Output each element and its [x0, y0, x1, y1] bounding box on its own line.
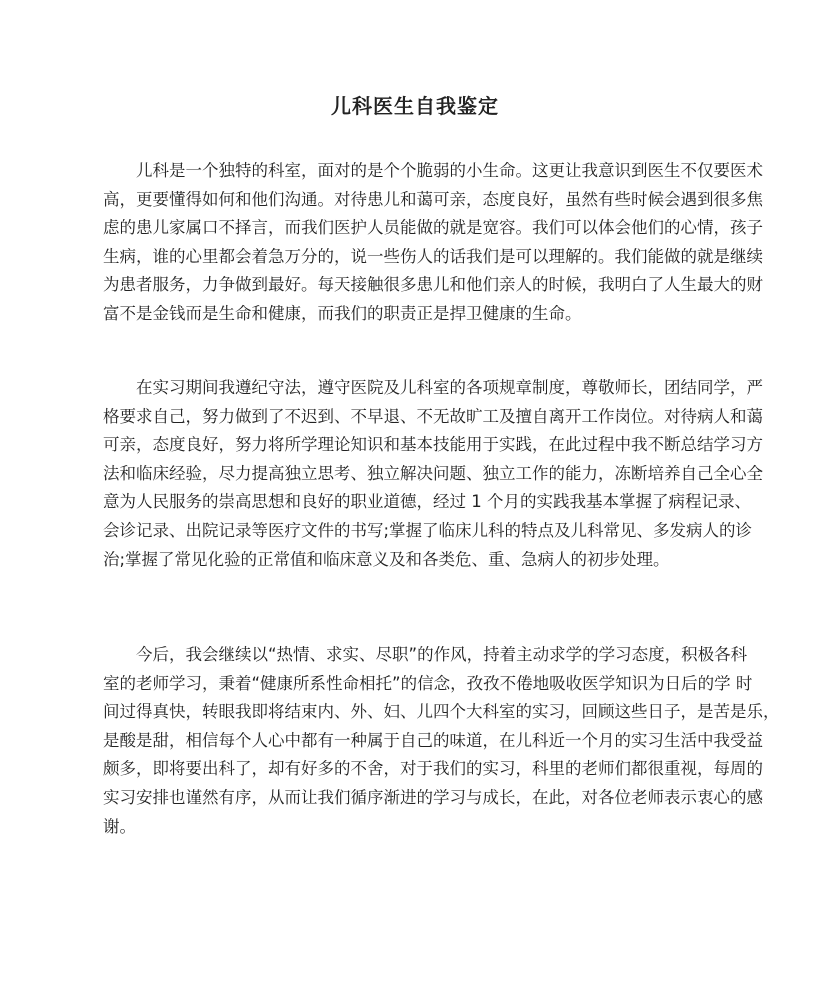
paragraph-1	[103, 157, 763, 329]
paragraph-3	[103, 641, 780, 841]
document-title: 儿科医生自我鉴定	[331, 94, 499, 118]
paragraph-line: 为患者服务，力争做到最好。每天接触很多患儿和他们亲人的时候，我明白了人生最大的财	[103, 275, 763, 295]
paragraph-line: 今后，我会继续以“热情、求实、尽职”的作风，持着主动求学的学习态度，积极各科	[136, 645, 748, 664]
paragraph-line: 是酸是甜，相信每个人心中都有一种属于自己的味道，在儿科近一个月的实习生活中我受益	[103, 730, 763, 750]
paragraph-line: 意为人民服务的崇高思想和良好的职业道德，经过 1 个月的实践我基本掌握了病程记录、	[103, 492, 751, 512]
paragraph-line: 虑的患儿家属口不择言，而我们医护人员能做的就是宽容。我们可以体会他们的心情，孩子	[103, 218, 763, 238]
paragraph-2	[103, 374, 763, 574]
paragraph-line: 治;掌握了常见化验的正常值和临床意义及和各类危、重、急病人的初步处理。	[103, 549, 670, 569]
paragraph-line: 格要求自己，努力做到了不迟到、不早退、不无故旷工及擅自离开工作岗位。对待病人和蔼	[103, 406, 763, 426]
paragraph-line: 间过得真快，转眼我即将结束内、外、妇、儿四个大科室的实习，回顾这些日子，是苦是乐，	[103, 702, 780, 722]
paragraph-line: 在实习期间我遵纪守法，遵守医院及儿科室的各项规章制度，尊敬师长，团结同学，严	[136, 378, 763, 397]
paragraph-line: 富不是金钱而是生命和健康，而我们的职责正是捍卫健康的生命。	[103, 303, 582, 323]
paragraph-line: 高，更要懂得如何和他们沟通。对待患儿和蔼可亲，态度良好，虽然有些时候会遇到很多焦	[103, 189, 763, 209]
paragraph-line: 谢。	[103, 816, 136, 836]
paragraph-line: 颇多，即将要出科了，却有好多的不舍，对于我们的实习，科里的老师们都很重视，每周的	[103, 759, 763, 779]
paragraph-line: 生病，谁的心里都会着急万分的，说一些伤人的话我们是可以理解的。我们能做的就是继续	[103, 246, 763, 266]
paragraph-line: 室的老师学习，秉着“健康所系性命相托”的信念，孜孜不倦地吸收医学知识为日后的学 时	[103, 673, 753, 693]
paragraph-line: 会诊记录、出院记录等医疗文件的书写;掌握了临床儿科的特点及儿科常见、多发病人的诊	[103, 520, 753, 540]
paragraph-line: 儿科是一个独特的科室，面对的是个个脆弱的小生命。这更让我意识到医生不仅要医术	[136, 161, 763, 180]
paragraph-line: 法和临床经验，尽力提高独立思考、独立解决问题、独立工作的能力，冻断培养自己全心全	[103, 463, 763, 483]
paragraph-line: 实习安排也谨然有序，从而让我们循序渐进的学习与成长，在此，对各位老师表示衷心的感	[103, 787, 763, 807]
paragraph-line: 可亲，态度良好，努力将所学理论知识和基本技能用于实践，在此过程中我不断总结学习方	[103, 435, 763, 455]
